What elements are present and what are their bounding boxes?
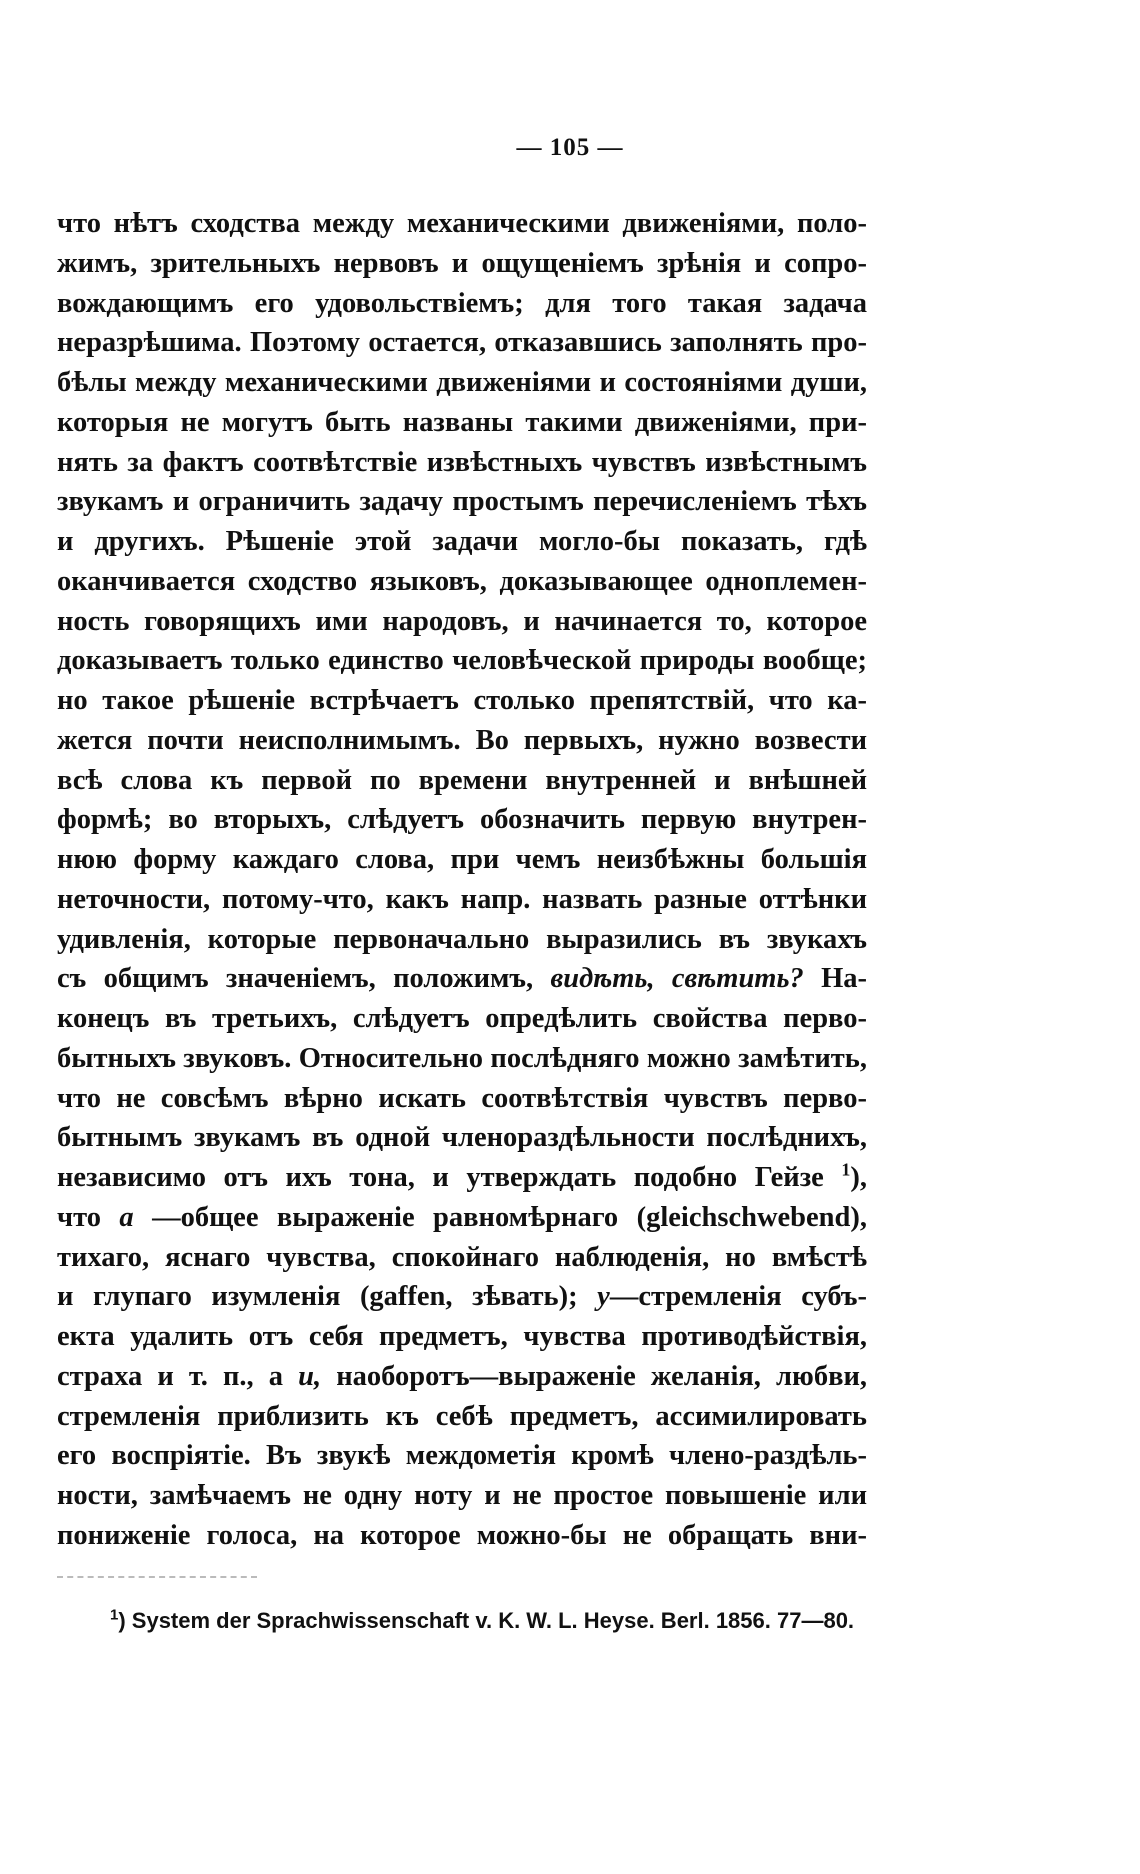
text-segment: и глупаго изумленія (gaffen, зѣвать); [57,1281,598,1313]
footnote [110,1608,870,1634]
text-line: и другихъ. Рѣшеніе этой задачи могло-бы показать, гдѣ [57,526,867,557]
italic-vowel: а [119,1201,134,1233]
text-line: удивленія, которые первоначально выразились въ звукахъ [57,923,867,955]
text-segment: наоборотъ—выраженіе желанія, любви, [321,1360,868,1392]
italic-example-words: видѣть, свѣтить? [550,963,804,995]
text-line: бытныхъ звуковъ. Относительно послѣдняго можно замѣтить, [57,1042,867,1074]
footnote-divider [57,1576,257,1578]
text-line: пониженіе голоса, на которое можно-бы не обращать вни- [57,1519,867,1551]
text-line: ности, замѣчаемъ не одну ноту и не простое повышеніе или [57,1480,867,1511]
text-line [57,1357,867,1397]
text-line [57,1277,867,1317]
text-line: которыя не могутъ быть названы такими движеніями, при- [57,406,867,438]
text-line: жется почти неисполнимымъ. Во первыхъ, нужно возвести [57,724,867,756]
text-line: что нѣтъ сходства между механическими движеніями, поло- [57,208,867,239]
text-line: стремленія приблизить къ себѣ предметъ, ассимилировать [57,1400,867,1432]
text-line: нять за фактъ соотвѣтствіе извѣстныхъ чувствъ извѣстнымъ [57,446,867,478]
page-number: — 105 — [516,134,624,161]
text-line: его воспріятіе. Въ звукѣ междометія кромѣ члено-раздѣль- [57,1440,867,1472]
text-line: но такое рѣшеніе встрѣчаетъ столько препятствій, что ка- [57,685,867,716]
text-line [57,959,867,999]
text-line: неразрѣшима. Поэтому остается, отказавшись заполнять про- [57,327,867,359]
text-segment: На- [803,963,867,995]
footnote-reference: 1 [841,1159,851,1180]
text-line: всѣ слова къ первой по времени внутренней и внѣшней [57,764,867,796]
text-segment: страха и т. п., а [57,1360,299,1392]
text-segment: —стремленія субъ- [609,1281,867,1313]
text-segment: съ общимъ значеніемъ, положимъ, [57,963,551,995]
italic-vowel: и, [298,1360,322,1392]
text-line: нюю форму каждаго слова, при чемъ неизбѣжны большія [57,844,867,875]
text-line: бытнымъ звукамъ въ одной членораздѣльности послѣднихъ, [57,1122,867,1154]
text-line: жимъ, зрительныхъ нервовъ и ощущеніемъ зрѣнія и сопро- [57,247,867,279]
text-segment: что [57,1201,120,1233]
italic-vowel: у [597,1281,610,1313]
text-line: екта удалить отъ себя предметъ, чувства противодѣйствія, [57,1321,867,1352]
text-line: оканчивается сходство языковъ, доказывающее одноплемен- [57,565,867,597]
body-text [57,204,867,1556]
text-segment: —общее выраженіе равномѣрнаго (gleichschwebend), [133,1201,867,1233]
text-segment: независимо отъ ихъ тона, и утверждать подобно Гейзе [57,1162,842,1193]
text-line: ность говорящихъ ими народовъ, и начинается то, которое [57,605,867,637]
text-line: доказываетъ только единство человѣческой природы вообще; [57,645,867,677]
footnote-text: ) System der Sprachwissenschaft v. K. W. L. Heyse. Berl. 1856. 77—80. [118,1608,855,1633]
text-line: конецъ въ третьихъ, слѣдуетъ опредѣлить свойства перво- [57,1003,867,1034]
text-line: тихаго, яснаго чувства, спокойнаго наблюденія, но вмѣстѣ [57,1241,867,1273]
text-line: что не совсѣмъ вѣрно искать соотвѣтствія чувствъ перво- [57,1082,867,1114]
text-line: бѣлы между механическими движеніями и состояніями души, [57,367,867,398]
text-line [57,1198,867,1238]
text-line: формѣ; во вторыхъ, слѣдуетъ обозначить первую внутрен- [57,804,867,836]
text-line: вождающимъ его удовольствіемъ; для того такая задача [57,287,867,319]
text-line: неточности, потому-что, какъ напр. назвать разные оттѣнки [57,883,867,915]
text-line: звукамъ и ограничить задачу простымъ перечисленіемъ тѣхъ [57,486,867,518]
text-line [57,1158,867,1198]
footnote-number: 1 [110,1606,119,1624]
text-segment: ), [850,1162,867,1193]
